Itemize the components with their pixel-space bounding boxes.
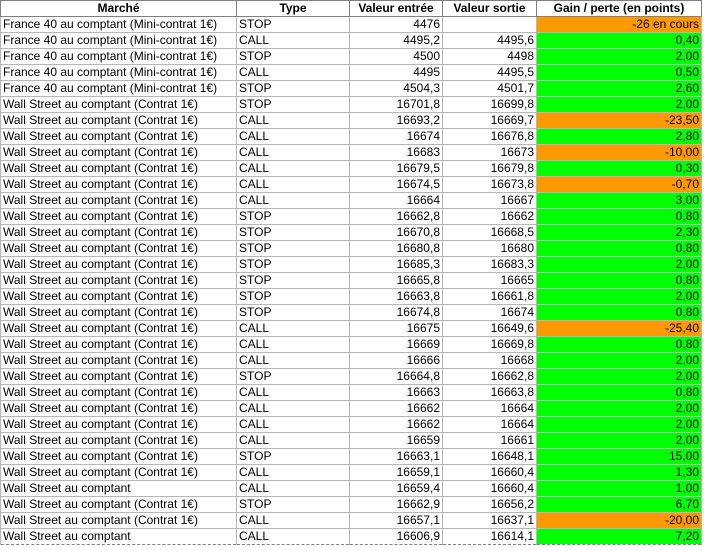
cell-marche: Wall Street au comptant (Contrat 1€) — [1, 273, 237, 289]
table-row — [1, 257, 702, 273]
cell-gain-perte: 2,00 — [537, 401, 702, 417]
table-row — [1, 369, 702, 385]
cell-marche: Wall Street au comptant (Contrat 1€) — [1, 497, 237, 513]
cell-type: CALL — [237, 529, 350, 545]
cell-marche: Wall Street au comptant (Contrat 1€) — [1, 337, 237, 353]
table-row — [1, 241, 702, 257]
cell-valeur-entree: 16670,8 — [350, 225, 443, 241]
cell-valeur-sortie — [443, 17, 537, 33]
cell-gain-perte: 0,80 — [537, 241, 702, 257]
cell-type: STOP — [237, 97, 350, 113]
cell-valeur-sortie: 16661,8 — [443, 289, 537, 305]
cell-type: STOP — [237, 209, 350, 225]
cell-gain-perte: 2,00 — [537, 257, 702, 273]
cell-valeur-sortie: 4495,6 — [443, 33, 537, 49]
cell-valeur-entree: 16680,8 — [350, 241, 443, 257]
cell-type: STOP — [237, 49, 350, 65]
cell-valeur-sortie: 16669,8 — [443, 337, 537, 353]
cell-type: CALL — [237, 145, 350, 161]
cell-gain-perte: 6,70 — [537, 497, 702, 513]
cell-marche: Wall Street au comptant (Contrat 1€) — [1, 401, 237, 417]
cell-marche: Wall Street au comptant (Contrat 1€) — [1, 97, 237, 113]
cell-gain-perte: 2,00 — [537, 369, 702, 385]
header-gain-perte: Gain / perte (en points) — [537, 1, 702, 17]
header-type: Type — [237, 1, 350, 17]
table-row — [1, 145, 702, 161]
cell-valeur-entree: 4495,2 — [350, 33, 443, 49]
cell-gain-perte: 1,30 — [537, 465, 702, 481]
cell-valeur-entree: 16664,8 — [350, 369, 443, 385]
cell-valeur-entree: 16669 — [350, 337, 443, 353]
cell-marche: France 40 au comptant (Mini-contrat 1€) — [1, 33, 237, 49]
cell-valeur-entree: 16674,5 — [350, 177, 443, 193]
cell-type: CALL — [237, 161, 350, 177]
table-row — [1, 513, 702, 529]
cell-valeur-sortie: 16669,7 — [443, 113, 537, 129]
table-body — [1, 17, 702, 545]
cell-valeur-sortie: 16664 — [443, 417, 537, 433]
cell-type: CALL — [237, 113, 350, 129]
cell-valeur-sortie: 16680 — [443, 241, 537, 257]
cell-valeur-sortie: 16660,4 — [443, 465, 537, 481]
cell-valeur-sortie: 16660,4 — [443, 481, 537, 497]
table-row — [1, 321, 702, 337]
header-valeur-entree: Valeur entrée — [350, 1, 443, 17]
table-row — [1, 305, 702, 321]
cell-marche: Wall Street au comptant (Contrat 1€) — [1, 113, 237, 129]
cell-gain-perte: 2,00 — [537, 433, 702, 449]
table-row — [1, 497, 702, 513]
cell-type: CALL — [237, 465, 350, 481]
cell-type: STOP — [237, 305, 350, 321]
cell-gain-perte: -10,00 — [537, 145, 702, 161]
cell-valeur-sortie: 16661 — [443, 433, 537, 449]
cell-valeur-sortie: 16673 — [443, 145, 537, 161]
cell-valeur-sortie: 16648,1 — [443, 449, 537, 465]
cell-gain-perte: 0,80 — [537, 209, 702, 225]
cell-valeur-sortie: 16662,8 — [443, 369, 537, 385]
cell-valeur-entree: 4495 — [350, 65, 443, 81]
cell-gain-perte: 0,30 — [537, 161, 702, 177]
cell-type: CALL — [237, 417, 350, 433]
table-row — [1, 113, 702, 129]
cell-marche: Wall Street au comptant (Contrat 1€) — [1, 161, 237, 177]
cell-valeur-entree: 16657,1 — [350, 513, 443, 529]
cell-marche: Wall Street au comptant (Contrat 1€) — [1, 241, 237, 257]
cell-marche: Wall Street au comptant (Contrat 1€) — [1, 465, 237, 481]
cell-valeur-entree: 16662 — [350, 401, 443, 417]
cell-valeur-entree: 16683 — [350, 145, 443, 161]
cell-type: STOP — [237, 449, 350, 465]
cell-valeur-entree: 16675 — [350, 321, 443, 337]
cell-type: CALL — [237, 193, 350, 209]
cell-valeur-sortie: 16679,8 — [443, 161, 537, 177]
cell-gain-perte: -20,00 — [537, 513, 702, 529]
cell-valeur-sortie: 16663,8 — [443, 385, 537, 401]
header-valeur-sortie: Valeur sortie — [443, 1, 537, 17]
table-row — [1, 337, 702, 353]
table-row — [1, 65, 702, 81]
cell-valeur-entree: 16664 — [350, 193, 443, 209]
cell-marche: Wall Street au comptant (Contrat 1€) — [1, 449, 237, 465]
cell-marche: France 40 au comptant (Mini-contrat 1€) — [1, 65, 237, 81]
cell-type: STOP — [237, 497, 350, 513]
cell-valeur-sortie: 16674 — [443, 305, 537, 321]
cell-valeur-entree: 16662 — [350, 417, 443, 433]
cell-marche: Wall Street au comptant (Contrat 1€) — [1, 433, 237, 449]
cell-marche: Wall Street au comptant (Contrat 1€) — [1, 369, 237, 385]
table-row — [1, 193, 702, 209]
cell-marche: Wall Street au comptant (Contrat 1€) — [1, 145, 237, 161]
table-row — [1, 289, 702, 305]
cell-valeur-entree: 16685,3 — [350, 257, 443, 273]
header-row — [1, 1, 702, 17]
cell-marche: Wall Street au comptant (Contrat 1€) — [1, 321, 237, 337]
cell-gain-perte: 2,80 — [537, 129, 702, 145]
cell-valeur-sortie: 16664 — [443, 401, 537, 417]
table-row — [1, 433, 702, 449]
table-row — [1, 129, 702, 145]
cell-valeur-entree: 16701,8 — [350, 97, 443, 113]
table-row — [1, 529, 702, 545]
cell-valeur-entree: 16674,8 — [350, 305, 443, 321]
table-row — [1, 449, 702, 465]
cell-valeur-sortie: 4501,7 — [443, 81, 537, 97]
cell-gain-perte: 0,80 — [537, 385, 702, 401]
cell-marche: Wall Street au comptant (Contrat 1€) — [1, 353, 237, 369]
cell-gain-perte: -23,50 — [537, 113, 702, 129]
cell-valeur-sortie: 16699,8 — [443, 97, 537, 113]
cell-type: CALL — [237, 321, 350, 337]
table-row — [1, 353, 702, 369]
cell-gain-perte: 2,00 — [537, 417, 702, 433]
table-row — [1, 33, 702, 49]
cell-marche: Wall Street au comptant — [1, 529, 237, 545]
cell-marche: Wall Street au comptant (Contrat 1€) — [1, 209, 237, 225]
cell-gain-perte: 0,40 — [537, 33, 702, 49]
table-row — [1, 177, 702, 193]
cell-valeur-sortie: 4498 — [443, 49, 537, 65]
cell-type: STOP — [237, 17, 350, 33]
cell-valeur-sortie: 16665 — [443, 273, 537, 289]
cell-gain-perte: 7,20 — [537, 529, 702, 545]
cell-gain-perte: 0,80 — [537, 305, 702, 321]
table-row — [1, 97, 702, 113]
cell-marche: Wall Street au comptant (Contrat 1€) — [1, 177, 237, 193]
cell-valeur-sortie: 16676,8 — [443, 129, 537, 145]
cell-gain-perte: 0,50 — [537, 65, 702, 81]
cell-gain-perte: 3,00 — [537, 193, 702, 209]
cell-gain-perte: 2,00 — [537, 353, 702, 369]
cell-valeur-entree: 16659,4 — [350, 481, 443, 497]
header-marche: Marché — [1, 1, 237, 17]
cell-gain-perte: 0,80 — [537, 337, 702, 353]
cell-type: STOP — [237, 289, 350, 305]
table-row — [1, 225, 702, 241]
cell-marche: Wall Street au comptant (Contrat 1€) — [1, 305, 237, 321]
cell-valeur-entree: 4504,3 — [350, 81, 443, 97]
cell-marche: France 40 au comptant (Mini-contrat 1€) — [1, 81, 237, 97]
cell-type: CALL — [237, 177, 350, 193]
cell-valeur-sortie: 16673,8 — [443, 177, 537, 193]
cell-valeur-sortie: 16667 — [443, 193, 537, 209]
cell-gain-perte: 15,00 — [537, 449, 702, 465]
table-row — [1, 385, 702, 401]
cell-valeur-entree: 16663,1 — [350, 449, 443, 465]
cell-valeur-sortie: 16614,1 — [443, 529, 537, 545]
cell-type: CALL — [237, 481, 350, 497]
cell-valeur-entree: 16679,5 — [350, 161, 443, 177]
cell-type: CALL — [237, 337, 350, 353]
cell-valeur-sortie: 16656,2 — [443, 497, 537, 513]
cell-marche: Wall Street au comptant (Contrat 1€) — [1, 129, 237, 145]
table-row — [1, 481, 702, 497]
cell-marche: Wall Street au comptant (Contrat 1€) — [1, 289, 237, 305]
cell-gain-perte: -0,70 — [537, 177, 702, 193]
cell-type: STOP — [237, 81, 350, 97]
cell-valeur-entree: 16663,8 — [350, 289, 443, 305]
cell-type: CALL — [237, 433, 350, 449]
cell-gain-perte: 2,00 — [537, 289, 702, 305]
cell-marche: France 40 au comptant (Mini-contrat 1€) — [1, 49, 237, 65]
cell-valeur-entree: 16606,9 — [350, 529, 443, 545]
cell-valeur-sortie: 16668 — [443, 353, 537, 369]
cell-marche: Wall Street au comptant (Contrat 1€) — [1, 193, 237, 209]
cell-type: CALL — [237, 129, 350, 145]
cell-gain-perte: 0,80 — [537, 273, 702, 289]
cell-valeur-entree: 4500 — [350, 49, 443, 65]
cell-valeur-entree: 16659,1 — [350, 465, 443, 481]
cell-gain-perte: -25,40 — [537, 321, 702, 337]
cell-valeur-entree: 16665,8 — [350, 273, 443, 289]
table-row — [1, 401, 702, 417]
cell-valeur-entree: 16659 — [350, 433, 443, 449]
cell-type: CALL — [237, 401, 350, 417]
cell-type: CALL — [237, 513, 350, 529]
cell-valeur-sortie: 16683,3 — [443, 257, 537, 273]
table-row — [1, 49, 702, 65]
table-row — [1, 161, 702, 177]
cell-gain-perte: 2,00 — [537, 49, 702, 65]
cell-type: CALL — [237, 385, 350, 401]
cell-marche: Wall Street au comptant (Contrat 1€) — [1, 385, 237, 401]
cell-type: CALL — [237, 353, 350, 369]
table-row — [1, 417, 702, 433]
cell-gain-perte: -26 en cours — [537, 17, 702, 33]
cell-type: CALL — [237, 33, 350, 49]
cell-valeur-entree: 16674 — [350, 129, 443, 145]
cell-gain-perte: 2,00 — [537, 97, 702, 113]
cell-valeur-entree: 4476 — [350, 17, 443, 33]
cell-valeur-entree: 16666 — [350, 353, 443, 369]
cell-marche: France 40 au comptant (Mini-contrat 1€) — [1, 17, 237, 33]
cell-marche: Wall Street au comptant (Contrat 1€) — [1, 257, 237, 273]
cell-type: STOP — [237, 369, 350, 385]
cell-valeur-sortie: 16649,6 — [443, 321, 537, 337]
cell-type: STOP — [237, 225, 350, 241]
table-row — [1, 209, 702, 225]
cell-gain-perte: 2,30 — [537, 225, 702, 241]
cell-type: STOP — [237, 241, 350, 257]
cell-marche: Wall Street au comptant (Contrat 1€) — [1, 417, 237, 433]
table-row — [1, 273, 702, 289]
table-row — [1, 81, 702, 97]
cell-valeur-sortie: 4495,5 — [443, 65, 537, 81]
cell-valeur-entree: 16662,8 — [350, 209, 443, 225]
cell-gain-perte: 1,00 — [537, 481, 702, 497]
cell-type: STOP — [237, 257, 350, 273]
table-row — [1, 17, 702, 33]
cell-type: CALL — [237, 65, 350, 81]
cell-type: STOP — [237, 273, 350, 289]
cell-marche: Wall Street au comptant — [1, 481, 237, 497]
cell-valeur-entree: 16662,9 — [350, 497, 443, 513]
cell-marche: Wall Street au comptant (Contrat 1€) — [1, 513, 237, 529]
cell-valeur-sortie: 16662 — [443, 209, 537, 225]
cell-gain-perte: 2,60 — [537, 81, 702, 97]
cell-valeur-entree: 16663 — [350, 385, 443, 401]
cell-valeur-sortie: 16637,1 — [443, 513, 537, 529]
table-row — [1, 465, 702, 481]
cell-valeur-entree: 16693,2 — [350, 113, 443, 129]
cell-valeur-sortie: 16668,5 — [443, 225, 537, 241]
cell-marche: Wall Street au comptant (Contrat 1€) — [1, 225, 237, 241]
